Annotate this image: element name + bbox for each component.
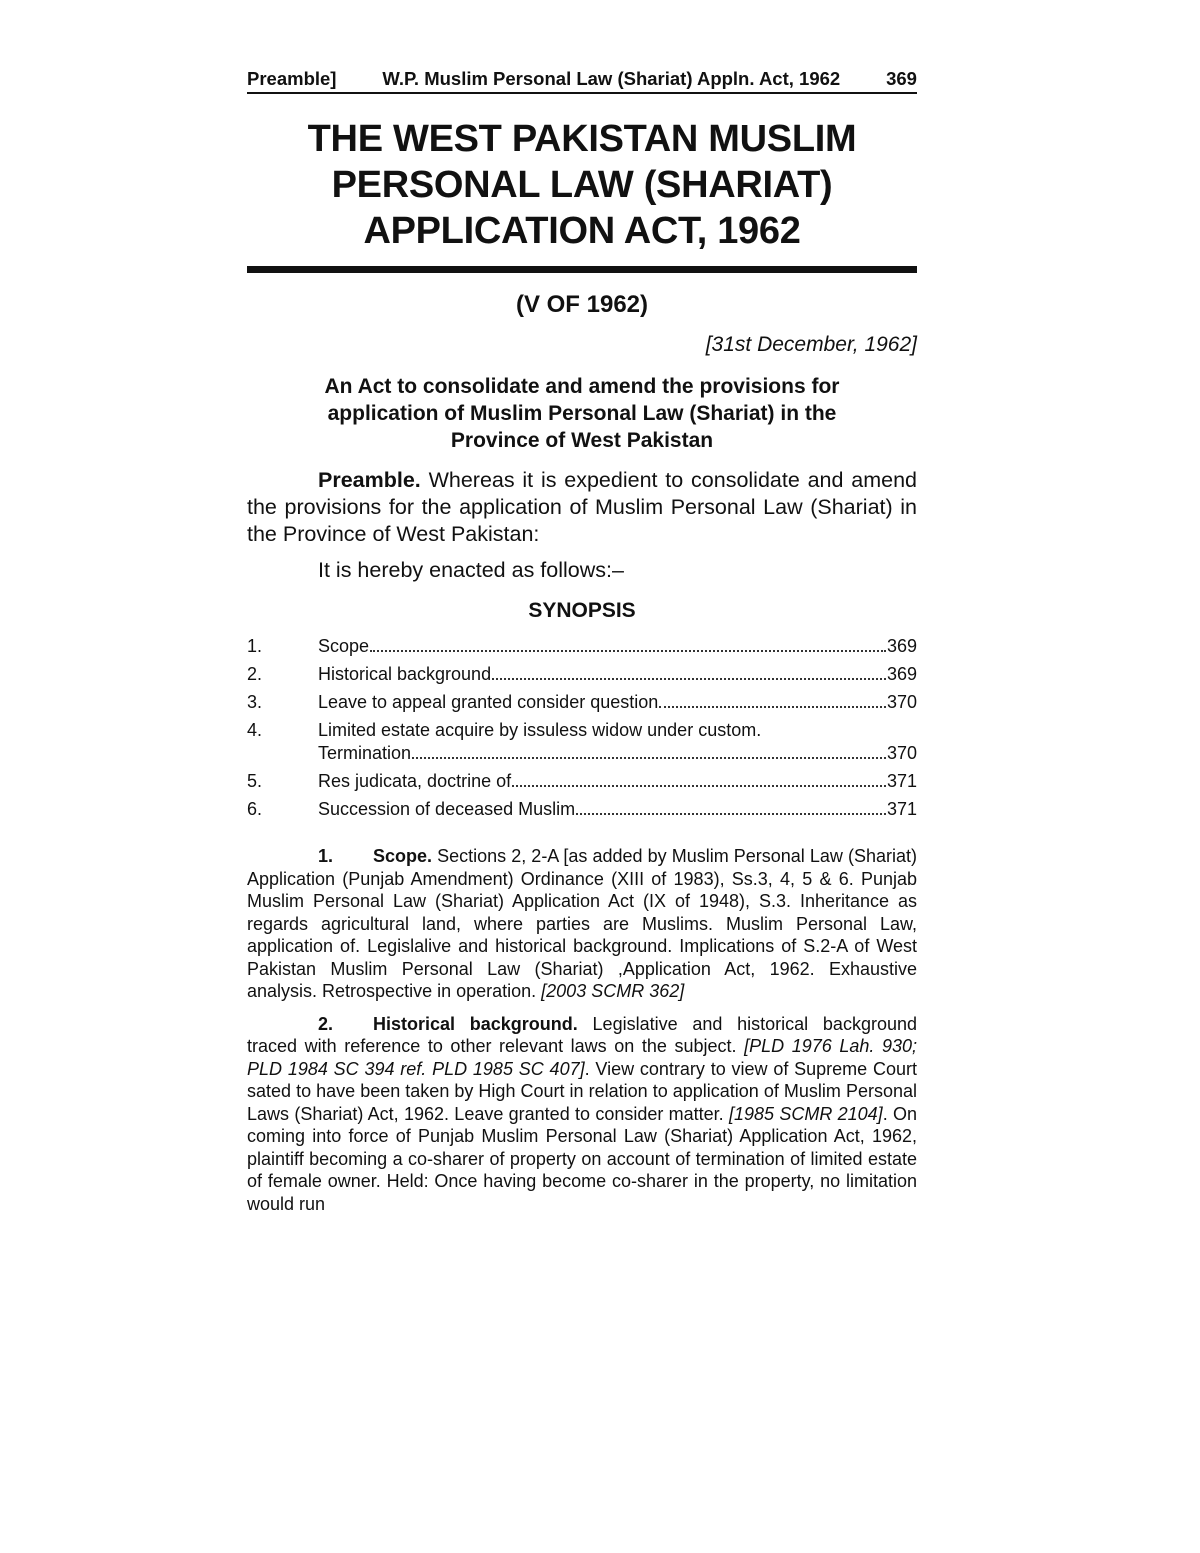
synopsis-item-number: 5. <box>247 771 263 791</box>
preamble-text: Whereas it is expedient to consolidate and amend the provisions for the application of Muslim Personal Law (Shariat) in the Province of West Pakistan: <box>247 468 917 546</box>
synopsis-item-page: 371 <box>886 799 917 819</box>
synopsis-item-number: 2. <box>247 664 263 684</box>
synopsis-item[interactable] <box>247 691 917 714</box>
synopsis-item[interactable] <box>247 798 917 821</box>
dot-leader <box>512 785 886 787</box>
preamble-label: Preamble. <box>318 468 421 492</box>
synopsis-item-number: 3. <box>247 692 263 712</box>
synopsis-item-title: Res judicata, doctrine of <box>318 771 512 791</box>
synopsis-item-title: Leave to appeal granted consider question <box>318 692 659 712</box>
long-title-line: application of Muslim Personal Law (Shariat) in the <box>327 402 837 425</box>
paragraph-text: . View contrary to view of Supreme Court sated to have been taken by High Court in relation to application of Muslim Personal Laws (Shariat) Act, 1962. Leave granted to consider matter. <box>247 1058 917 1124</box>
dot-leader <box>576 813 886 815</box>
act-title <box>247 116 917 254</box>
synopsis-item[interactable] <box>247 663 917 686</box>
synopsis-item-page: 370 <box>886 692 917 712</box>
dot-leader <box>492 678 886 680</box>
paragraph-heading: Historical background. <box>373 1013 578 1034</box>
act-number: (V OF 1962) <box>515 291 649 318</box>
synopsis-item-title: Termination <box>318 743 412 763</box>
paragraph-text: . On coming into force of Punjab Muslim Personal Law (Shariat) Application Act, 1962, plaintiff becoming a co-sharer of property on account of termination of limited estate of female owner. Held: Once having become co-sharer in the property, no limitation would run <box>247 1103 918 1214</box>
synopsis-item-title: Succession of deceased Muslim <box>318 799 576 819</box>
paragraph-historical-background <box>247 1013 917 1216</box>
synopsis-item[interactable] <box>247 635 917 658</box>
page-number: 369 <box>886 68 917 89</box>
paragraph-heading: Scope. <box>373 846 433 866</box>
synopsis-item-page: 369 <box>886 636 917 656</box>
preamble <box>247 467 917 548</box>
case-citation: [1985 SCMR 2104] <box>728 1103 883 1124</box>
synopsis-item-page: 370 <box>886 743 917 763</box>
paragraph-text: Sections 2, 2-A [as added by Muslim Personal Law (Shariat) Application (Punjab Amendment) Ordinance (XIII of 1983), Ss.3, 4, 5 & 6. Punjab Muslim Personal Law (Shariat) Application Act (IX of 1948), S.3. Inheritance as regards agricultural land, where parties are Muslims. Muslim Personal Law, application of. Legislalive and historical background. Implications of S.2-A of West Pakistan Muslim Personal Law (Shariat) ,Application Act, 1962. Exhaustive analysis. Retrospective in operation. <box>247 846 917 1001</box>
synopsis-item-page: 371 <box>886 771 917 791</box>
enacting-clause: It is hereby enacted as follows:– <box>318 558 624 582</box>
header-act-title: W.P. Muslim Personal Law (Shariat) Appln. Act, 1962 <box>382 68 841 89</box>
dot-leader <box>370 650 886 652</box>
synopsis-item-number: 4. <box>247 720 263 740</box>
paragraph-scope <box>247 845 917 1003</box>
synopsis-item-page: 369 <box>886 664 917 684</box>
synopsis-item[interactable] <box>247 770 917 793</box>
long-title-line: Province of West Pakistan <box>450 429 714 452</box>
act-title-line: PERSONAL LAW (SHARIAT) <box>331 164 833 206</box>
case-citation: [PLD 1976 Lah. 930; PLD 1984 SC 394 ref. PLD 1985 SC 407] <box>247 1036 917 1079</box>
act-title-line: APPLICATION ACT, 1962 <box>363 210 801 252</box>
synopsis-item-title: Historical background <box>318 664 492 684</box>
synopsis-item-number: 6. <box>247 799 263 819</box>
synopsis-item-number: 1. <box>247 636 263 656</box>
dot-leader <box>659 706 886 708</box>
running-header <box>247 68 917 94</box>
paragraph-text: Legislative and historical background traced with reference to other relevant laws on the subject. <box>247 1013 917 1056</box>
long-title <box>247 373 917 454</box>
synopsis-list <box>247 635 917 821</box>
act-date: [31st December, 1962] <box>705 333 917 356</box>
case-citation: [2003 SCMR 362] <box>541 981 685 1001</box>
synopsis-heading: SYNOPSIS <box>528 599 636 622</box>
document-page <box>247 68 917 1215</box>
long-title-line: An Act to consolidate and amend the provisions for <box>324 375 840 398</box>
dot-leader <box>412 757 886 759</box>
paragraph-number: 1. <box>318 846 334 866</box>
act-title-line: THE WEST PAKISTAN MUSLIM <box>307 118 857 160</box>
header-section: Preamble] <box>247 68 337 89</box>
synopsis-item[interactable] <box>247 719 917 765</box>
synopsis-item-title-prefix: Limited estate acquire by issuless widow under custom. <box>318 720 762 740</box>
title-divider <box>247 266 917 273</box>
paragraph-number: 2. <box>318 1013 334 1034</box>
synopsis-item-title: Scope <box>318 636 370 656</box>
